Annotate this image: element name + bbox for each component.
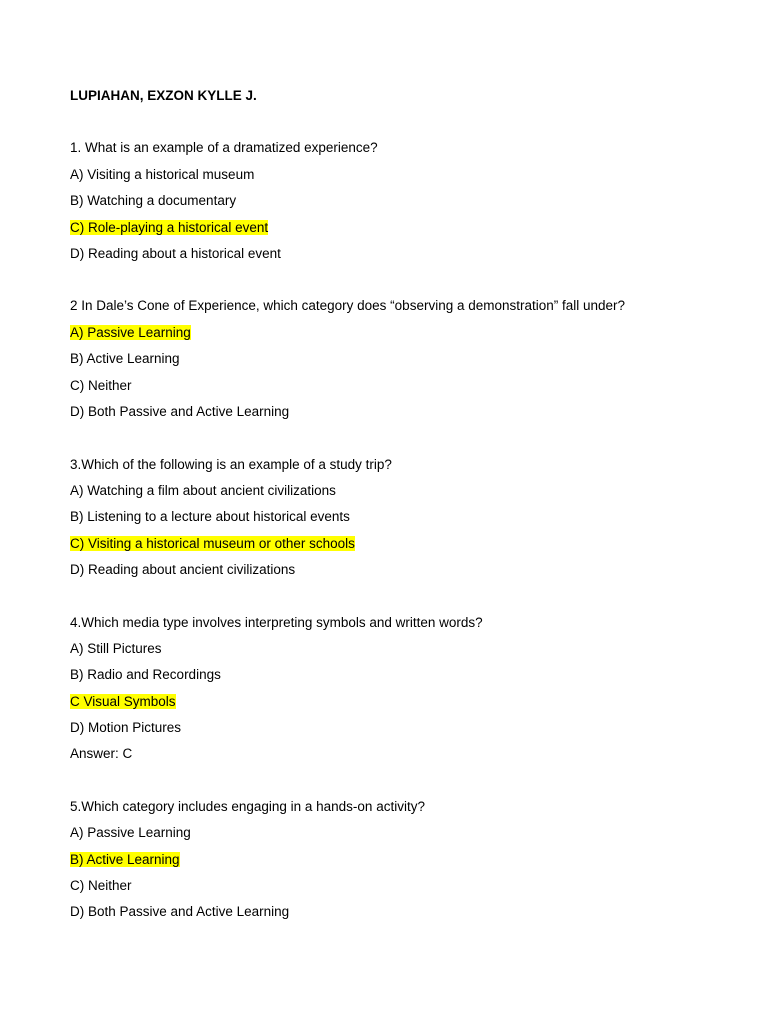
q4-answer: Answer: C — [70, 746, 133, 761]
highlight: C) Role-playing a historical event — [70, 220, 269, 235]
q3-option-d: D) Reading about ancient civilizations — [70, 562, 296, 577]
question-4: 4.Which media type involves interpreting symbols and written words? — [70, 615, 483, 630]
q4-option-b: B) Radio and Recordings — [70, 667, 221, 682]
highlight: C) Visiting a historical museum or other schools — [70, 536, 355, 551]
q3-option-c-highlighted — [70, 535, 355, 553]
student-name: LUPIAHAN, EXZON KYLLE J. — [70, 88, 257, 103]
q5-option-c: C) Neither — [70, 878, 132, 893]
q2-option-b: B) Active Learning — [70, 351, 180, 366]
q4-option-c-highlighted — [70, 693, 176, 711]
highlight: B) Active Learning — [70, 852, 180, 867]
q1-option-b: B) Watching a documentary — [70, 193, 237, 208]
q3-option-a: A) Watching a film about ancient civilizations — [70, 483, 336, 498]
q1-option-a: A) Visiting a historical museum — [70, 167, 255, 182]
q5-option-d: D) Both Passive and Active Learning — [70, 904, 290, 919]
question-5: 5.Which category includes engaging in a hands-on activity? — [70, 799, 425, 814]
q5-option-a: A) Passive Learning — [70, 825, 191, 840]
q2-option-d: D) Both Passive and Active Learning — [70, 404, 290, 419]
highlight: C Visual Symbols — [70, 694, 176, 709]
q5-option-b-highlighted — [70, 851, 180, 869]
question-2: 2 In Dale’s Cone of Experience, which category does “observing a demonstration” fall under? — [70, 298, 626, 313]
question-3: 3.Which of the following is an example of a study trip? — [70, 457, 392, 472]
q2-option-c: C) Neither — [70, 378, 132, 393]
q3-option-b: B) Listening to a lecture about historical events — [70, 509, 350, 524]
question-1: 1. What is an example of a dramatized experience? — [70, 140, 378, 155]
q4-option-a: A) Still Pictures — [70, 641, 162, 656]
q4-option-d: D) Motion Pictures — [70, 720, 182, 735]
q1-option-d: D) Reading about a historical event — [70, 246, 281, 261]
q1-option-c-highlighted — [70, 219, 268, 237]
q2-option-a-highlighted — [70, 324, 191, 342]
highlight: A) Passive Learning — [70, 325, 191, 340]
